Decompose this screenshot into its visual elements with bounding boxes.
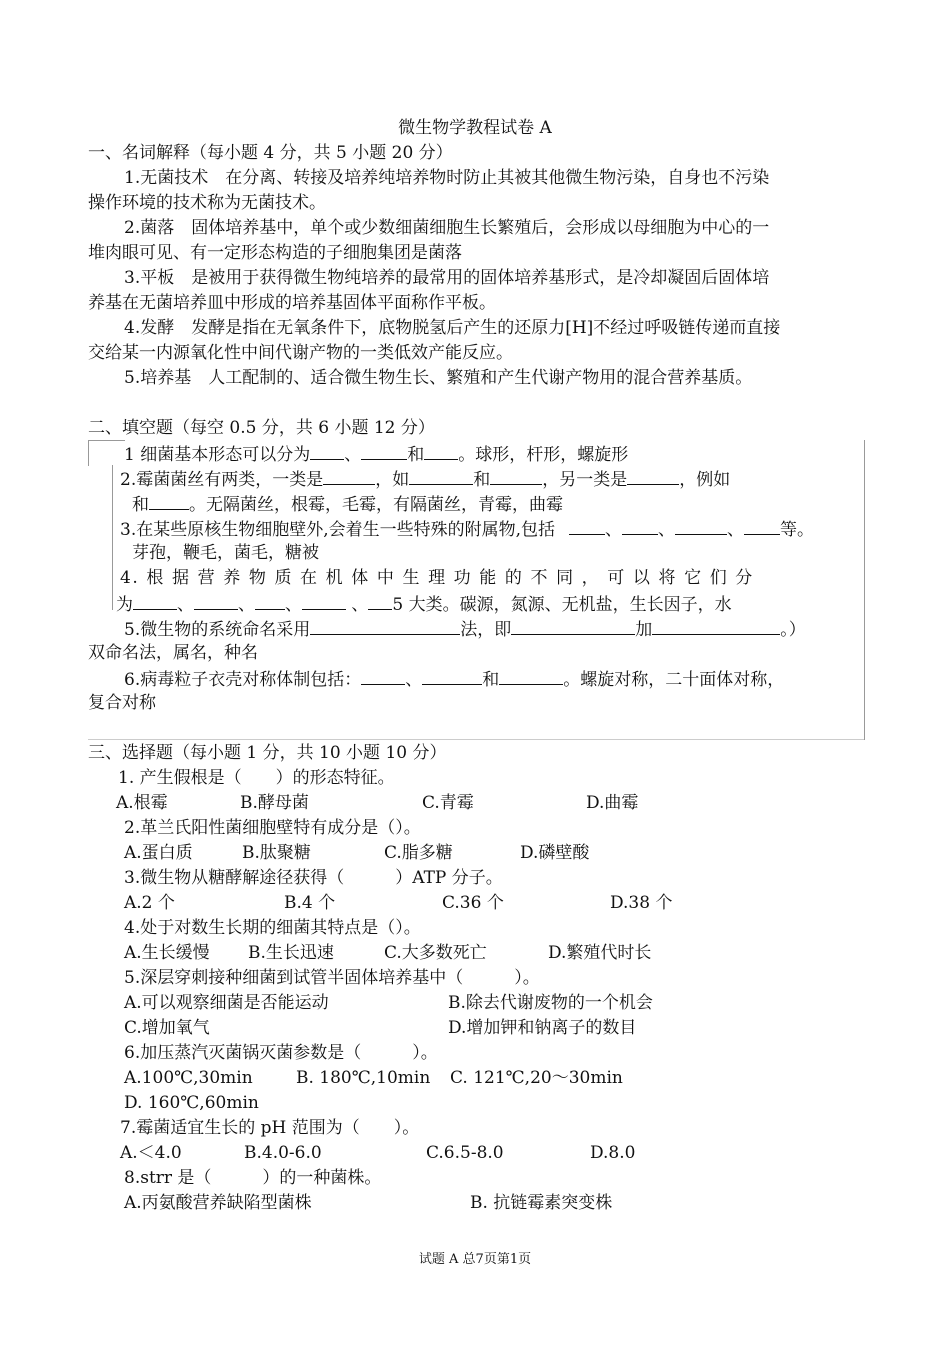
choice-q8-stem: 8.strr 是（ ）的一种菌株。 bbox=[124, 1168, 382, 1188]
choice-q5-option-d[interactable]: D.增加钾和钠离子的数目 bbox=[448, 1018, 637, 1038]
blank[interactable] bbox=[302, 591, 346, 610]
box-frame-top bbox=[88, 440, 125, 466]
choice-q4-option-b[interactable]: B.生长迅速 bbox=[248, 943, 334, 963]
choice-q7-option-d[interactable]: D.8.0 bbox=[590, 1143, 636, 1163]
term-2-line1: 2.菌落 固体培养基中，单个或少数细菌细胞生长繁殖后，会形成以母细胞为中心的一 bbox=[124, 218, 770, 238]
choice-q4-stem: 4.处于对数生长期的细菌其特点是（）。 bbox=[124, 918, 421, 938]
blank[interactable] bbox=[409, 466, 473, 485]
fill-q6-answer: 复合对称 bbox=[88, 693, 156, 713]
term-1-line1: 1.无菌技术 在分离、转接及培养纯培养物时防止其被其他微生物污染，自身也不污染 bbox=[124, 168, 770, 188]
blank[interactable] bbox=[499, 666, 563, 685]
fill-q3-answer: 芽孢，鞭毛，菌毛，糖被 bbox=[132, 543, 319, 563]
blank[interactable] bbox=[422, 666, 482, 685]
blank[interactable] bbox=[424, 441, 458, 460]
term-3-line2: 养基在无菌培养皿中形成的培养基固体平面称作平板。 bbox=[88, 293, 496, 313]
box-frame-left bbox=[112, 465, 113, 610]
term-4-line2: 交给某一内源氧化性中间代谢产物的一类低效产能反应。 bbox=[88, 343, 513, 363]
choice-q1-option-c[interactable]: C.青霉 bbox=[422, 793, 474, 813]
choice-q4-option-c[interactable]: C.大多数死亡 bbox=[384, 943, 487, 963]
box-frame-bottom bbox=[88, 739, 864, 740]
blank[interactable] bbox=[744, 516, 780, 535]
fill-q1: 1 细菌基本形态可以分为 、 和 。球形，杆形，螺旋形 bbox=[124, 441, 628, 467]
blank[interactable] bbox=[627, 466, 679, 485]
blank[interactable] bbox=[194, 591, 238, 610]
term-1-line2: 操作环境的技术称为无菌技术。 bbox=[88, 193, 326, 213]
choice-q1-option-d[interactable]: D.曲霉 bbox=[586, 793, 639, 813]
blank[interactable] bbox=[310, 616, 460, 635]
choice-q8-option-a[interactable]: A.丙氨酸营养缺陷型菌株 bbox=[124, 1193, 312, 1213]
choice-q5-option-c[interactable]: C.增加氧气 bbox=[124, 1018, 210, 1038]
blank[interactable] bbox=[310, 441, 344, 460]
choice-q4-option-a[interactable]: A.生长缓慢 bbox=[124, 943, 210, 963]
choice-q2-option-a[interactable]: A.蛋白质 bbox=[124, 843, 193, 863]
blank[interactable] bbox=[361, 441, 407, 460]
choice-q5-stem: 5.深层穿刺接种细菌到试管半固体培养基中（ ）。 bbox=[124, 968, 540, 988]
choice-q4-option-d[interactable]: D.繁殖代时长 bbox=[548, 943, 652, 963]
choice-q7-option-c[interactable]: C.6.5-8.0 bbox=[426, 1143, 504, 1163]
blank[interactable] bbox=[652, 616, 780, 635]
choice-q3-option-c[interactable]: C.36 个 bbox=[442, 893, 504, 913]
term-3-line1: 3.平板 是被用于获得微生物纯培养的最常用的固体培养基形式，是冷却凝固后固体培 bbox=[124, 268, 770, 288]
choice-q3-stem: 3.微生物从糖酵解途径获得（ ）ATP 分子。 bbox=[124, 868, 503, 888]
blank[interactable] bbox=[323, 466, 375, 485]
fill-q4-line2: 为 、 、 、 、 5 大类。碳源，氮源、无机盐，生长因子，水 bbox=[116, 591, 732, 617]
blank[interactable] bbox=[622, 516, 658, 535]
blank[interactable] bbox=[490, 466, 542, 485]
choice-q6-option-b[interactable]: B. 180℃,10min bbox=[296, 1068, 431, 1088]
term-2-line2: 堆肉眼可见、有一定形态构造的子细胞集团是菌落 bbox=[88, 243, 462, 263]
choice-q6-option-c[interactable]: C. 121℃,20～30min bbox=[450, 1068, 623, 1088]
blank[interactable] bbox=[361, 666, 405, 685]
fill-q2-line2: 和 。无隔菌丝，根霉，毛霉，有隔菌丝，青霉，曲霉 bbox=[132, 491, 563, 517]
fill-q5-answer: 双命名法，属名，种名 bbox=[88, 643, 258, 663]
exam-title: 微生物学教程试卷 A bbox=[398, 118, 552, 138]
blank[interactable] bbox=[368, 591, 392, 610]
term-5-line1: 5.培养基 人工配制的、适合微生物生长、繁殖和产生代谢产物用的混合营养基质。 bbox=[124, 368, 753, 388]
choice-q7-option-b[interactable]: B.4.0-6.0 bbox=[244, 1143, 322, 1163]
fill-q6-line1: 6.病毒粒子衣壳对称体制包括： 、 和 。螺旋对称，二十面体对称， bbox=[124, 666, 784, 692]
fill-q3-line1: 3.在某些原核生物细胞壁外,会着生一些特殊的附属物,包括 、 、 、 等。 bbox=[120, 516, 814, 542]
choice-q2-stem: 2.革兰氏阳性菌细胞壁特有成分是（）。 bbox=[124, 818, 421, 838]
blank[interactable] bbox=[133, 591, 177, 610]
choice-q8-option-b[interactable]: B. 抗链霉素突变株 bbox=[470, 1193, 613, 1213]
choice-q3-option-b[interactable]: B.4 个 bbox=[284, 893, 336, 913]
section3-heading: 三、选择题（每小题 1 分，共 10 小题 10 分） bbox=[88, 743, 447, 763]
choice-q6-option-a[interactable]: A.100℃,30min bbox=[124, 1068, 253, 1088]
choice-q1-option-b[interactable]: B.酵母菌 bbox=[240, 793, 309, 813]
choice-q5-option-a[interactable]: A.可以观察细菌是否能运动 bbox=[124, 993, 329, 1013]
section2-heading: 二、填空题（每空 0.5 分，共 6 小题 12 分） bbox=[88, 418, 435, 438]
choice-q1-option-a[interactable]: A.根霉 bbox=[116, 793, 168, 813]
term-4-line1: 4.发酵 发酵是指在无氧条件下，底物脱氢后产生的还原力[H]不经过呼吸链传递而直接 bbox=[124, 318, 781, 338]
blank[interactable] bbox=[511, 616, 635, 635]
box-frame-right bbox=[864, 440, 865, 740]
blank[interactable] bbox=[255, 591, 285, 610]
choice-q7-option-a[interactable]: A.＜4.0 bbox=[120, 1143, 182, 1163]
choice-q2-option-b[interactable]: B.肽聚糖 bbox=[242, 843, 311, 863]
choice-q3-option-d[interactable]: D.38 个 bbox=[610, 893, 673, 913]
choice-q7-stem: 7.霉菌适宜生长的 pH 范围为（ ）。 bbox=[120, 1118, 420, 1138]
fill-q4-line1: 4. 根 据 营 养 物 质 在 机 体 中 生 理 功 能 的 不 同 ， 可 以 将 它 们 分 bbox=[120, 568, 754, 588]
blank[interactable] bbox=[675, 516, 727, 535]
blank[interactable] bbox=[149, 491, 189, 510]
blank[interactable] bbox=[569, 516, 605, 535]
choice-q5-option-b[interactable]: B.除去代谢废物的一个机会 bbox=[448, 993, 653, 1013]
fill-q2-line1: 2.霉菌菌丝有两类，一类是 ，如 和 ，另一类是 ，例如 bbox=[120, 466, 730, 492]
page-footer: 试题 A 总7页第1页 bbox=[418, 1252, 532, 1267]
choice-q2-option-d[interactable]: D.磷壁酸 bbox=[520, 843, 590, 863]
choice-q3-option-a[interactable]: A.2 个 bbox=[124, 893, 175, 913]
choice-q6-stem: 6.加压蒸汽灭菌锅灭菌参数是（ ）。 bbox=[124, 1043, 438, 1063]
choice-q6-option-d[interactable]: D. 160℃,60min bbox=[124, 1093, 259, 1113]
section1-heading: 一、名词解释（每小题 4 分，共 5 小题 20 分） bbox=[88, 143, 453, 163]
choice-q2-option-c[interactable]: C.脂多糖 bbox=[384, 843, 453, 863]
fill-q5-line1: 5.微生物的系统命名采用 法，即 加 。） bbox=[124, 616, 806, 642]
choice-q1-stem: 1. 产生假根是（ ）的形态特征。 bbox=[118, 768, 395, 788]
